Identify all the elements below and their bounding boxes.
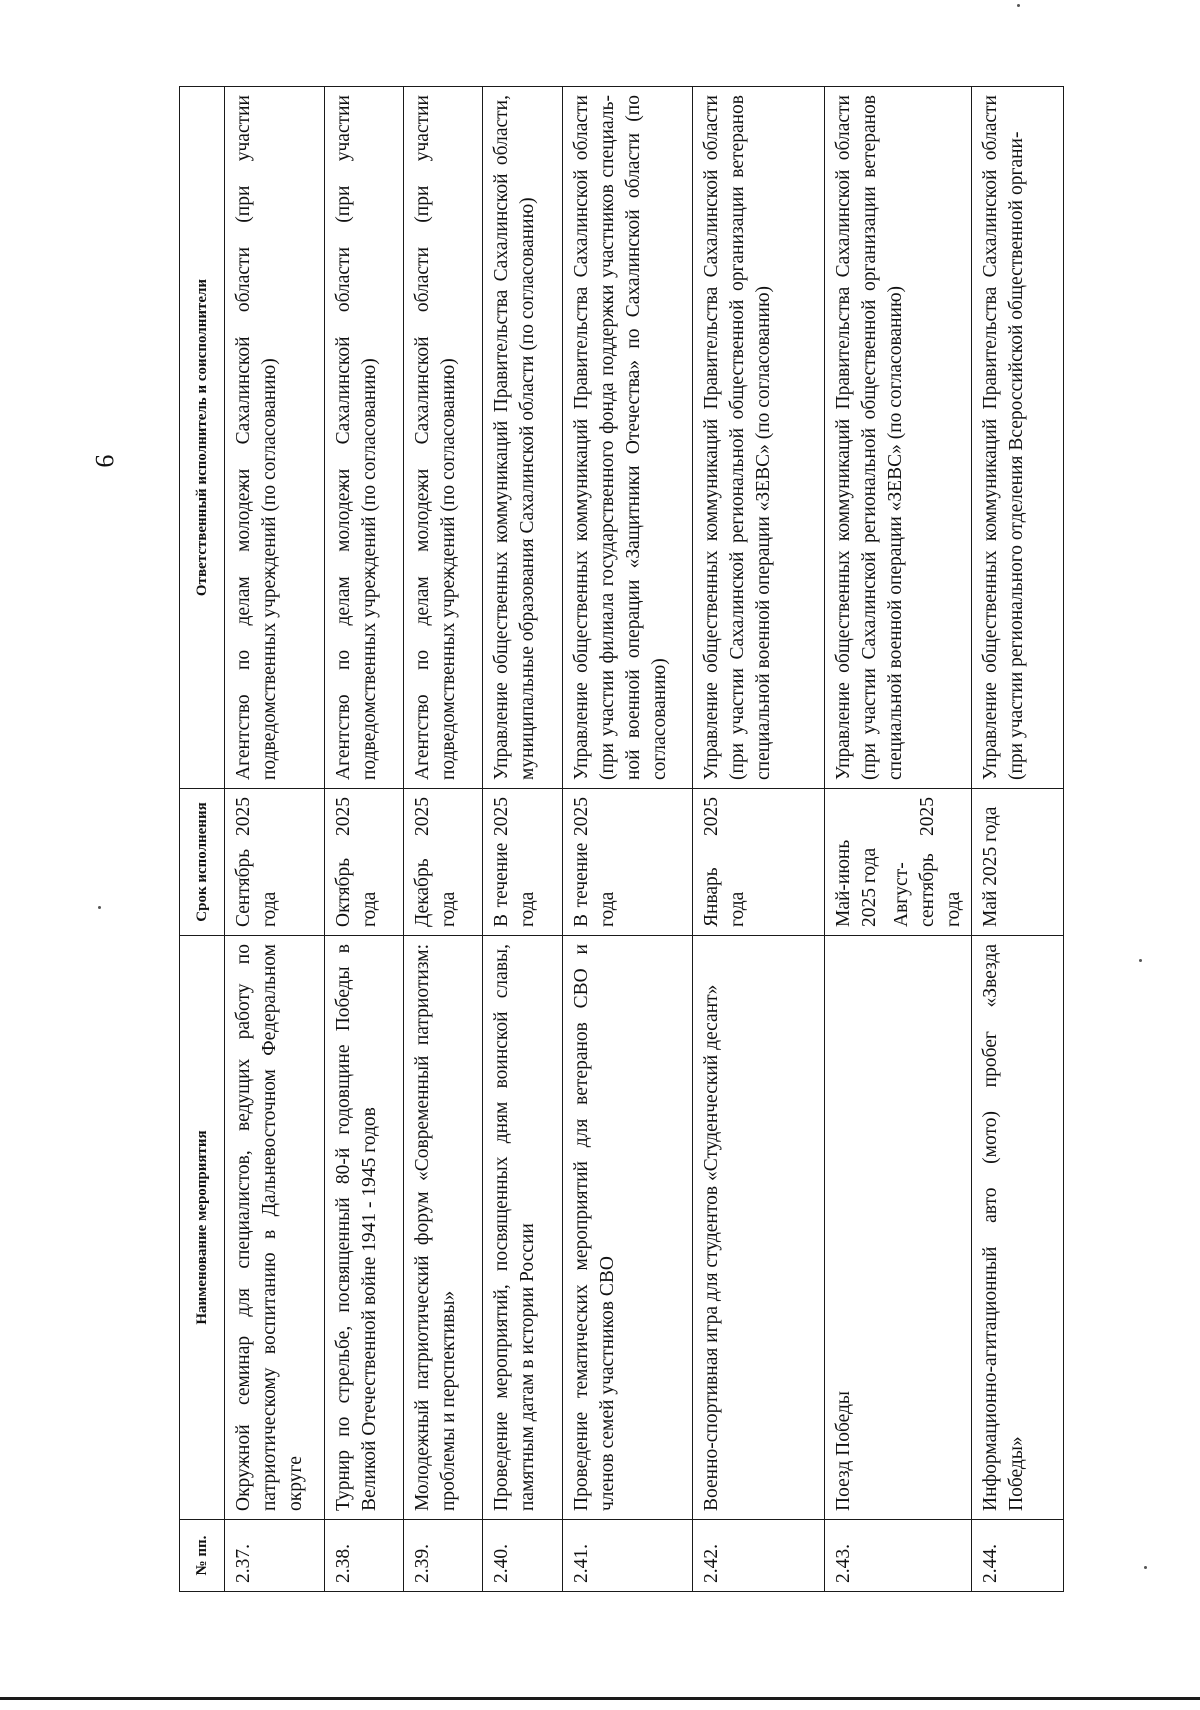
event-deadline <box>693 789 825 936</box>
event-deadline <box>563 789 693 936</box>
deadline-text: Май-июнь 2025 года <box>833 839 880 927</box>
event-responsible: Агентство по делам молодежи Сахалинской области (при участии подведомственных учреждений (по согласованию) <box>404 87 483 789</box>
event-name: Молодежный патриотический форум «Современный патриотизм: проблемы и перспективы» <box>404 936 483 1520</box>
event-name: Проведение мероприятий, посвященных дням воинской славы, памятным датам в истории России <box>483 936 563 1520</box>
row-number: 2.40. <box>483 1520 563 1592</box>
table-header-row <box>180 87 225 1592</box>
table-row <box>972 87 1064 1592</box>
table-row <box>325 87 404 1592</box>
event-name: Военно-спортивная игра для студентов «Студенческий десант» <box>693 936 825 1520</box>
event-name: Поезд Победы <box>825 936 972 1520</box>
scan-speck <box>98 906 101 909</box>
scan-speck <box>1139 959 1142 962</box>
events-table <box>179 86 1064 1592</box>
event-name: Информационно-агитационный авто (мото) пробег «Звезда Победы» <box>972 936 1064 1520</box>
header-number: № пп. <box>180 1520 225 1592</box>
scan-speck <box>1144 1566 1147 1569</box>
row-number: 2.37. <box>225 1520 325 1592</box>
event-deadline <box>483 789 563 936</box>
table-row <box>483 87 563 1592</box>
header-deadline: Срок исполнения <box>180 789 225 936</box>
event-responsible: Управление общественных коммуникаций Правительства Сахалинской области (при участии Сахалинской региональной общественной организации ветеранов специальной военной операции «ЗЕВС» (по согласованию) <box>693 87 825 789</box>
row-number: 2.43. <box>825 1520 972 1592</box>
table-row <box>404 87 483 1592</box>
event-responsible: Агентство по делам молодежи Сахалинской области (при участии подведомственных учреждений (по согласованию) <box>225 87 325 789</box>
page-number: 9 <box>90 454 119 468</box>
row-number: 2.38. <box>325 1520 404 1592</box>
row-number: 2.44. <box>972 1520 1064 1592</box>
row-number: 2.42. <box>693 1520 825 1592</box>
scan-speck <box>1017 4 1020 7</box>
deadline-text: Январь 2025 года <box>701 797 748 927</box>
event-responsible: Агентство по делам молодежи Сахалинской области (при участии подведомственных учреждений (по согласованию) <box>325 87 404 789</box>
deadline-text: Май 2025 года <box>980 806 1001 927</box>
table-row <box>225 87 325 1592</box>
event-responsible: Управление общественных коммуникаций Правительства Сахалинской области (при участии филиала государственного фонда поддержки участников специальной военной операции «Защитники Отечества» по Сахалинской области (по согласованию) <box>563 87 693 789</box>
deadline-text: Сентябрь 2025 года <box>233 797 280 927</box>
event-deadline <box>972 789 1064 936</box>
deadline-text: В течение 2025 года <box>491 797 538 927</box>
event-responsible: Управление общественных коммуникаций Правительства Сахалинской области (при участии регионального отделения Всероссийской общественной органи- <box>972 87 1064 789</box>
rotated-table-container <box>179 87 1049 1592</box>
event-name: Турнир по стрельбе, посвященный 80-й годовщине Победы в Великой Отечественной войне 1941 - 1945 годов <box>325 936 404 1520</box>
event-deadline <box>404 789 483 936</box>
deadline-text: Декабрь 2025 года <box>412 797 459 927</box>
deadline-text: Август-сентябрь 2025 года <box>891 797 964 927</box>
event-name: Проведение тематических мероприятий для ветеранов СВО и членов семей участников СВО <box>563 936 693 1520</box>
footer-rule <box>0 1697 1200 1700</box>
deadline-text: В течение 2025 года <box>571 797 618 927</box>
event-responsible: Управление общественных коммуникаций Правительства Сахалинской области (при участии Сахалинской региональной общественной организации ветеранов специальной военной операции «ЗЕВС» (по согласованию) <box>825 87 972 789</box>
event-deadline <box>325 789 404 936</box>
row-number: 2.41. <box>563 1520 693 1592</box>
event-deadline <box>825 789 972 936</box>
row-number: 2.39. <box>404 1520 483 1592</box>
table-row <box>825 87 972 1592</box>
event-deadline <box>225 789 325 936</box>
table-row <box>693 87 825 1592</box>
header-event-name: Наименование мероприятия <box>180 936 225 1520</box>
event-responsible: Управление общественных коммуникаций Правительства Сахалинской области, муниципальные образования Сахалинской области (по согласованию) <box>483 87 563 789</box>
header-responsible: Ответственный исполнитель и соисполнители <box>180 87 225 789</box>
event-name: Окружной семинар для специалистов, ведущих работу по патриотическому воспитанию в Дальневосточном Федеральном округе <box>225 936 325 1520</box>
deadline-text: Октябрь 2025 года <box>333 797 380 927</box>
table-row <box>563 87 693 1592</box>
